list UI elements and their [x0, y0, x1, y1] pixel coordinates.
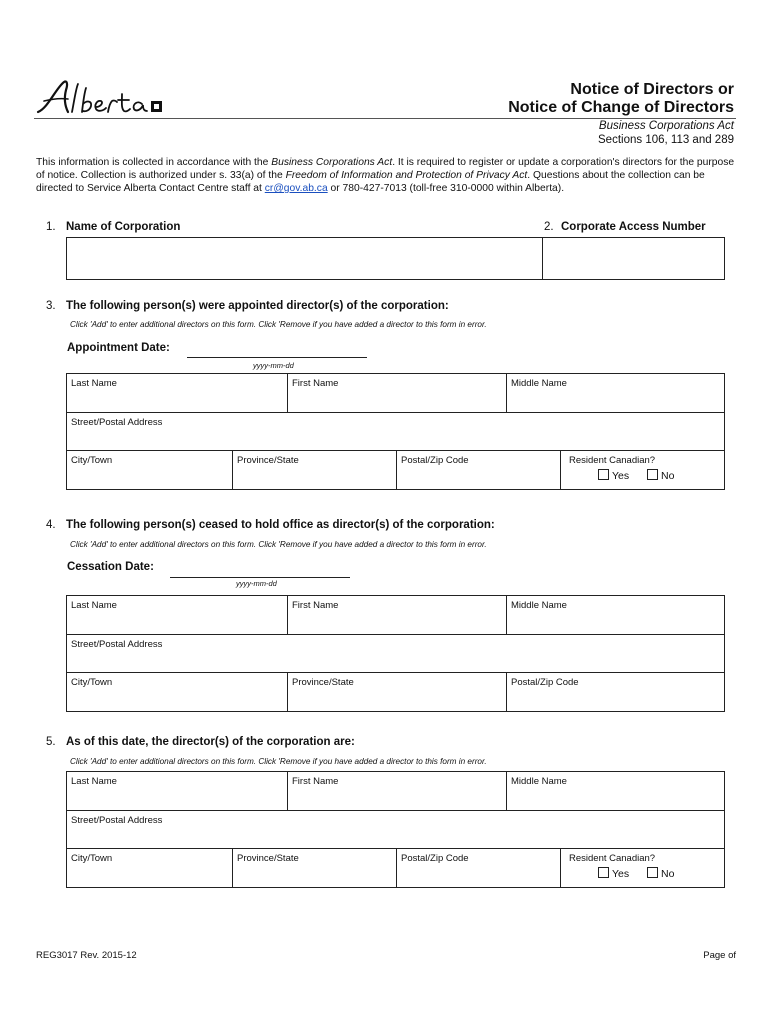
s5-first-name-field[interactable] — [287, 771, 507, 811]
s3-city-field[interactable] — [66, 450, 233, 490]
s3-yes-checkbox[interactable] — [598, 469, 609, 480]
s5-yes-label: Yes — [612, 868, 630, 880]
intro-text-3: . Questions about the collection can be directed to Service Alberta Contact Centre staff at — [36, 170, 705, 194]
s3-resident-no[interactable] — [647, 469, 674, 482]
cessation-date-format: yyyy-mm-dd — [236, 579, 277, 588]
s3-city-label: City/Town — [71, 455, 113, 466]
s5-middle-name-label: Middle Name — [511, 776, 567, 787]
section5-hint: Click 'Add' to enter additional directors on this form. Click 'Remove if you have added a director to this form in error. — [70, 757, 487, 766]
page-number: Page of — [703, 950, 736, 961]
s3-no-checkbox[interactable] — [647, 469, 658, 480]
s4-last-name-label: Last Name — [71, 600, 117, 611]
s3-middle-name-field[interactable] — [506, 373, 725, 413]
intro-text-2: . It is required to register or update a corporation's directors for the purpose of notice. Collection is authorized under s. 33(a) of the — [36, 157, 735, 181]
intro-text-4: or 780-427-7013 (toll-free 310-0000 within Alberta). — [327, 183, 565, 194]
s3-province-label: Province/State — [237, 455, 299, 466]
s4-city-field[interactable] — [66, 672, 288, 712]
s3-street-field[interactable] — [66, 412, 725, 451]
cessation-date-label: Cessation Date: — [67, 561, 154, 573]
s4-middle-name-field[interactable] — [506, 595, 725, 635]
s3-postal-field[interactable] — [396, 450, 561, 490]
s3-last-name-label: Last Name — [71, 378, 117, 389]
s5-province-label: Province/State — [237, 853, 299, 864]
appointment-date-label: Appointment Date: — [67, 342, 170, 354]
form-title-line1: Notice of Directors or — [570, 81, 734, 98]
s5-first-name-label: First Name — [292, 776, 339, 787]
alberta-logo — [34, 74, 169, 122]
s5-province-field[interactable] — [232, 848, 397, 888]
s4-postal-field[interactable] — [506, 672, 725, 712]
appointment-date-format: yyyy-mm-dd — [253, 361, 294, 370]
s4-street-field[interactable] — [66, 634, 725, 673]
corporate-access-number-field[interactable] — [542, 237, 725, 280]
s5-resident-cell — [560, 848, 725, 888]
s5-resident-no[interactable] — [647, 867, 674, 880]
s3-first-name-label: First Name — [292, 378, 339, 389]
s3-resident-label: Resident Canadian? — [569, 455, 656, 466]
s5-resident-label: Resident Canadian? — [569, 853, 656, 864]
s4-province-field[interactable] — [287, 672, 507, 712]
s4-last-name-field[interactable] — [66, 595, 288, 635]
section5-number: 5. — [46, 736, 56, 748]
s3-first-name-field[interactable] — [287, 373, 507, 413]
cessation-date-field[interactable] — [170, 577, 350, 578]
act-name: Business Corporations Act — [598, 120, 734, 132]
section4-hint: Click 'Add' to enter additional directors on this form. Click 'Remove if you have added a director to this form in error. — [70, 540, 487, 549]
s5-city-field[interactable] — [66, 848, 233, 888]
s4-province-label: Province/State — [292, 677, 354, 688]
s3-last-name-field[interactable] — [66, 373, 288, 413]
s3-resident-cell — [560, 450, 725, 490]
s5-no-label: No — [661, 868, 675, 880]
s5-middle-name-field[interactable] — [506, 771, 725, 811]
section2-label: Corporate Access Number — [561, 221, 706, 233]
s5-city-label: City/Town — [71, 853, 113, 864]
section1-number: 1. — [46, 221, 56, 233]
s4-postal-label: Postal/Zip Code — [511, 677, 579, 688]
form-title-line2: Notice of Change of Directors — [508, 99, 734, 116]
section2-number: 2. — [544, 221, 554, 233]
s5-street-label: Street/Postal Address — [71, 815, 163, 826]
s5-postal-label: Postal/Zip Code — [401, 853, 469, 864]
s3-resident-yes[interactable] — [598, 469, 629, 482]
section5-label: As of this date, the director(s) of the corporation are: — [66, 736, 355, 748]
act-sections: Sections 106, 113 and 289 — [598, 134, 734, 146]
s4-street-label: Street/Postal Address — [71, 639, 163, 650]
s4-middle-name-label: Middle Name — [511, 600, 567, 611]
s3-no-label: No — [661, 470, 675, 482]
intro-text-1: This information is collected in accordance with the — [36, 157, 272, 168]
s5-postal-field[interactable] — [396, 848, 561, 888]
section3-label: The following person(s) were appointed director(s) of the corporation: — [66, 300, 449, 312]
header-divider — [34, 118, 736, 119]
s5-last-name-label: Last Name — [71, 776, 117, 787]
form-code: REG3017 Rev. 2015-12 — [36, 950, 137, 961]
s5-resident-yes[interactable] — [598, 867, 629, 880]
section4-number: 4. — [46, 519, 56, 531]
s3-yes-label: Yes — [612, 470, 630, 482]
s3-postal-label: Postal/Zip Code — [401, 455, 469, 466]
s4-first-name-field[interactable] — [287, 595, 507, 635]
intro-act-1: Business Corporations Act — [271, 157, 393, 168]
privacy-notice — [36, 156, 736, 195]
s4-first-name-label: First Name — [292, 600, 339, 611]
s5-street-field[interactable] — [66, 810, 725, 849]
intro-act-2: Freedom of Information and Protection of Privacy Act — [285, 170, 528, 181]
s3-street-label: Street/Postal Address — [71, 417, 163, 428]
contact-email-link[interactable]: cr@gov.ab.ca — [264, 183, 328, 194]
s5-no-checkbox[interactable] — [647, 867, 658, 878]
section1-label: Name of Corporation — [66, 221, 181, 233]
s3-province-field[interactable] — [232, 450, 397, 490]
s5-yes-checkbox[interactable] — [598, 867, 609, 878]
section4-label: The following person(s) ceased to hold office as director(s) of the corporation: — [66, 519, 495, 531]
section3-number: 3. — [46, 300, 56, 312]
corporation-name-field[interactable] — [66, 237, 543, 280]
appointment-date-field[interactable] — [187, 357, 367, 358]
s5-last-name-field[interactable] — [66, 771, 288, 811]
section3-hint: Click 'Add' to enter additional directors on this form. Click 'Remove if you have added a director to this form in error. — [70, 320, 487, 329]
s3-middle-name-label: Middle Name — [511, 378, 567, 389]
s4-city-label: City/Town — [71, 677, 113, 688]
